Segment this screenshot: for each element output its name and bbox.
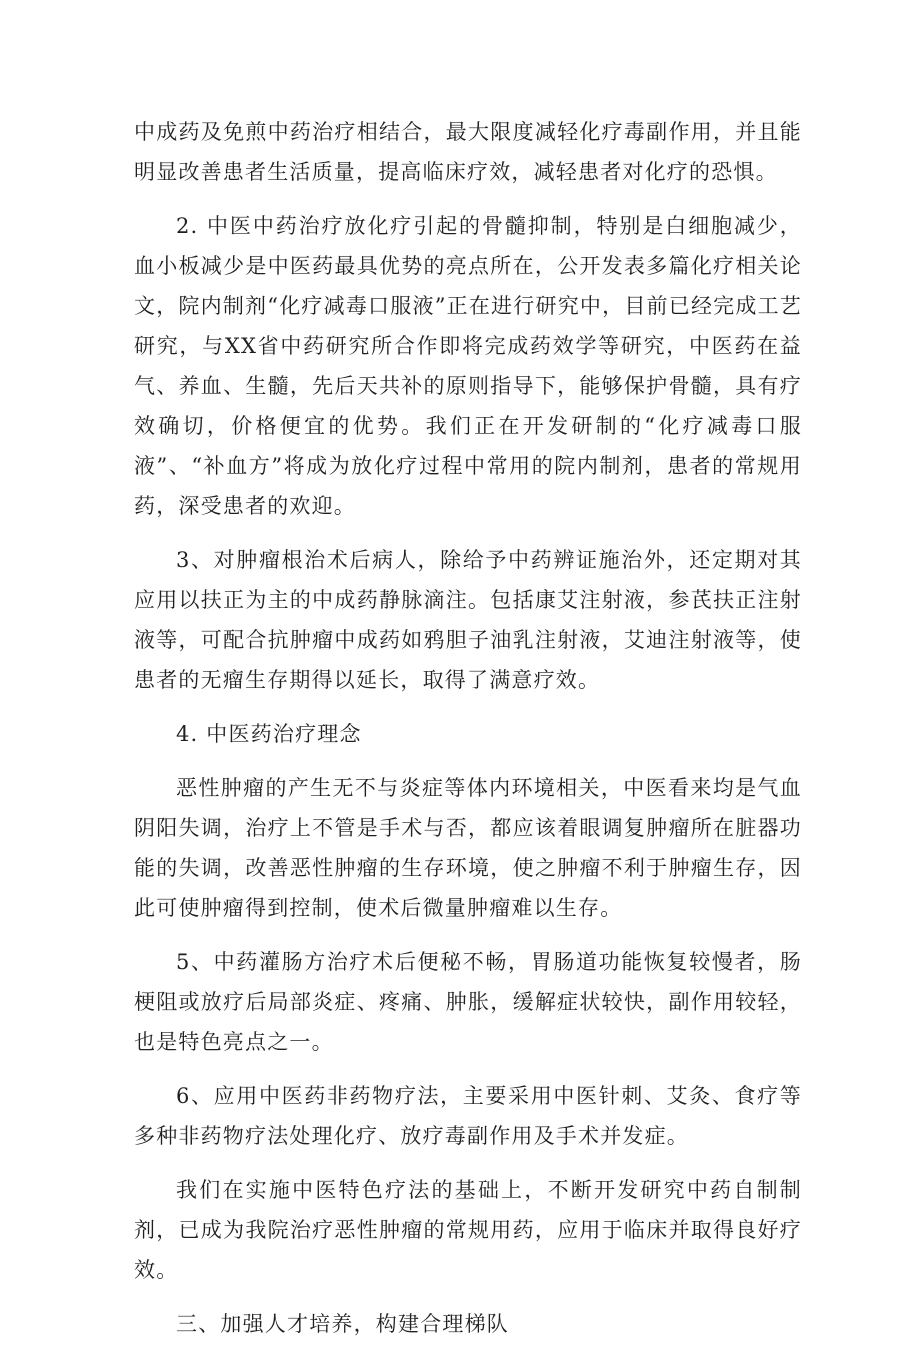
paragraph-item-2: 2. 中医中药治疗放化疗引起的骨髓抑制，特别是白细胞减少，血小板减少是中医药最具优势的亮点所在，公开发表多篇化疗相关论文，院内制剂“化疗减毒口服液”正在进行研究中，目前已经完成工艺研究，与XX省中药研究所合作即将完成药效学等研究，中医药在益气、养血、生髓，先后天共补的原则指导下，能够保护骨髓，具有疗效确切，价格便宜的优势。我们正在开发研制的“化疗减毒口服液”、“补血方”将成为放化疗过程中常用的院内制剂，患者的常规用药，深受患者的欢迎。 [134, 214, 802, 518]
paragraph-treatment-concept: 恶性肿瘤的产生无不与炎症等体内环境相关，中医看来均是气血阴阳失调，治疗上不管是手术与否，都应该着眼调复肿瘤所在脏器功能的失调，改善恶性肿瘤的生存环境，使之肿瘤不利于肿瘤生存，因此可使肿瘤得到控制，使术后微量肿瘤难以生存。 [134, 776, 802, 920]
document-body [134, 112, 802, 1358]
paragraph-item-5: 5、中药灌肠方治疗术后便秘不畅，胃肠道功能恢复较慢者，肠梗阻或放疗后局部炎症、疼痛、肿胀，缓解症状较快，副作用较轻，也是特色亮点之一。 [134, 950, 802, 1054]
section-heading-4: 4. 中医药治疗理念 [176, 722, 362, 746]
paragraph-summary: 我们在实施中医特色疗法的基础上，不断开发研究中药自制制剂，已成为我院治疗恶性肿瘤的常规用药，应用于临床并取得良好疗效。 [134, 1178, 802, 1282]
paragraph-item-6: 6、应用中医药非药物疗法，主要采用中医针刺、艾灸、食疗等多种非药物疗法处理化疗、放疗毒副作用及手术并发症。 [134, 1084, 802, 1148]
paragraph-continuation: 中成药及免煎中药治疗相结合，最大限度减轻化疗毒副作用，并且能明显改善患者生活质量，提高临床疗效，减轻患者对化疗的恐惧。 [134, 120, 802, 184]
paragraph-item-3: 3、对肿瘤根治术后病人，除给予中药辨证施治外，还定期对其应用以扶正为主的中成药静脉滴注。包括康艾注射液，参芪扶正注射液等，可配合抗肿瘤中成药如鸦胆子油乳注射液，艾迪注射液等，使患者的无瘤生存期得以延长，取得了满意疗效。 [134, 548, 802, 692]
section-heading-three: 三、加强人才培养，构建合理梯队 [176, 1312, 509, 1336]
